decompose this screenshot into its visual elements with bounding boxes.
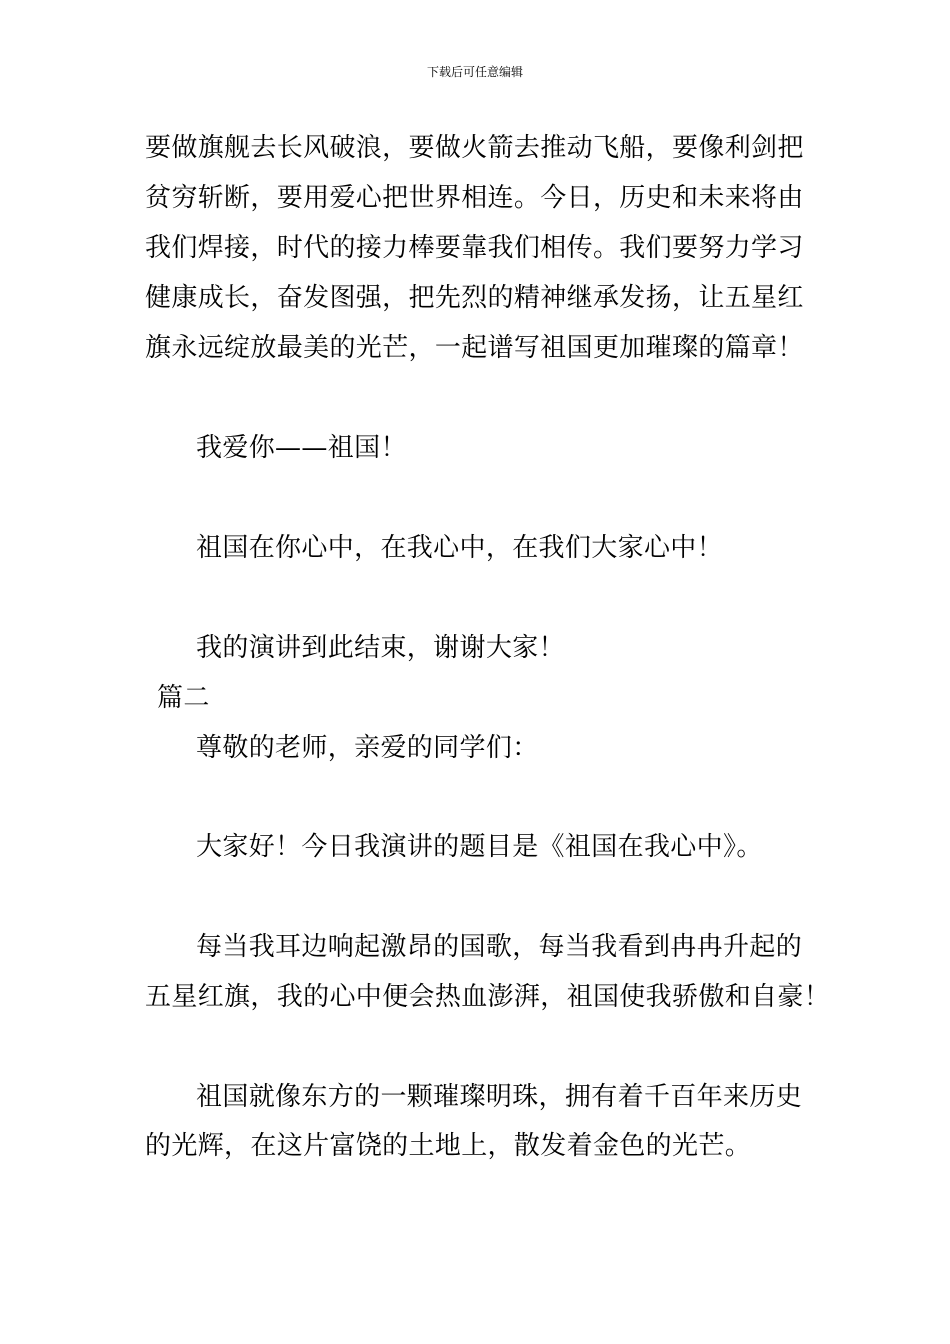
paragraph-line: 祖国在你心中，在我心中，在我们大家心中！ (196, 533, 724, 563)
paragraph-line: 我的演讲到此结束，谢谢大家！ (196, 633, 565, 663)
section-title: 篇二 (157, 683, 210, 713)
paragraph-line: 贫穷斩断，要用爱心把世界相连。今日，历史和未来将由 (145, 183, 804, 213)
page-header-note: 下载后可任意编辑 (426, 65, 523, 79)
paragraph-line: 要做旗舰去长风破浪，要做火箭去推动飞船，要像利剑把 (145, 133, 804, 163)
paragraph-line: 每当我耳边响起激昂的国歌，每当我看到冉冉升起的 (196, 932, 803, 962)
paragraph-line: 五星红旗，我的心中便会热血澎湃，祖国使我骄傲和自豪！ (145, 982, 831, 1012)
paragraph-line: 祖国就像东方的一颗璀璨明珠，拥有着千百年来历史 (196, 1082, 803, 1112)
paragraph-line: 健康成长，奋发图强，把先烈的精神继承发扬，让五星红 (145, 283, 804, 313)
paragraph-line: 旗永远绽放最美的光芒，一起谱写祖国更加璀璨的篇章！ (145, 333, 804, 363)
paragraph-line: 我们焊接，时代的接力棒要靠我们相传。我们要努力学习 (145, 233, 804, 263)
paragraph-line: 我爱你——祖国！ (196, 433, 407, 463)
paragraph-line: 的光辉，在这片富饶的土地上，散发着金色的光芒。 (145, 1131, 752, 1161)
paragraph-line: 大家好！今日我演讲的题目是《祖国在我心中》。 (196, 832, 763, 862)
greeting-line: 尊敬的老师，亲爱的同学们： (196, 733, 539, 763)
